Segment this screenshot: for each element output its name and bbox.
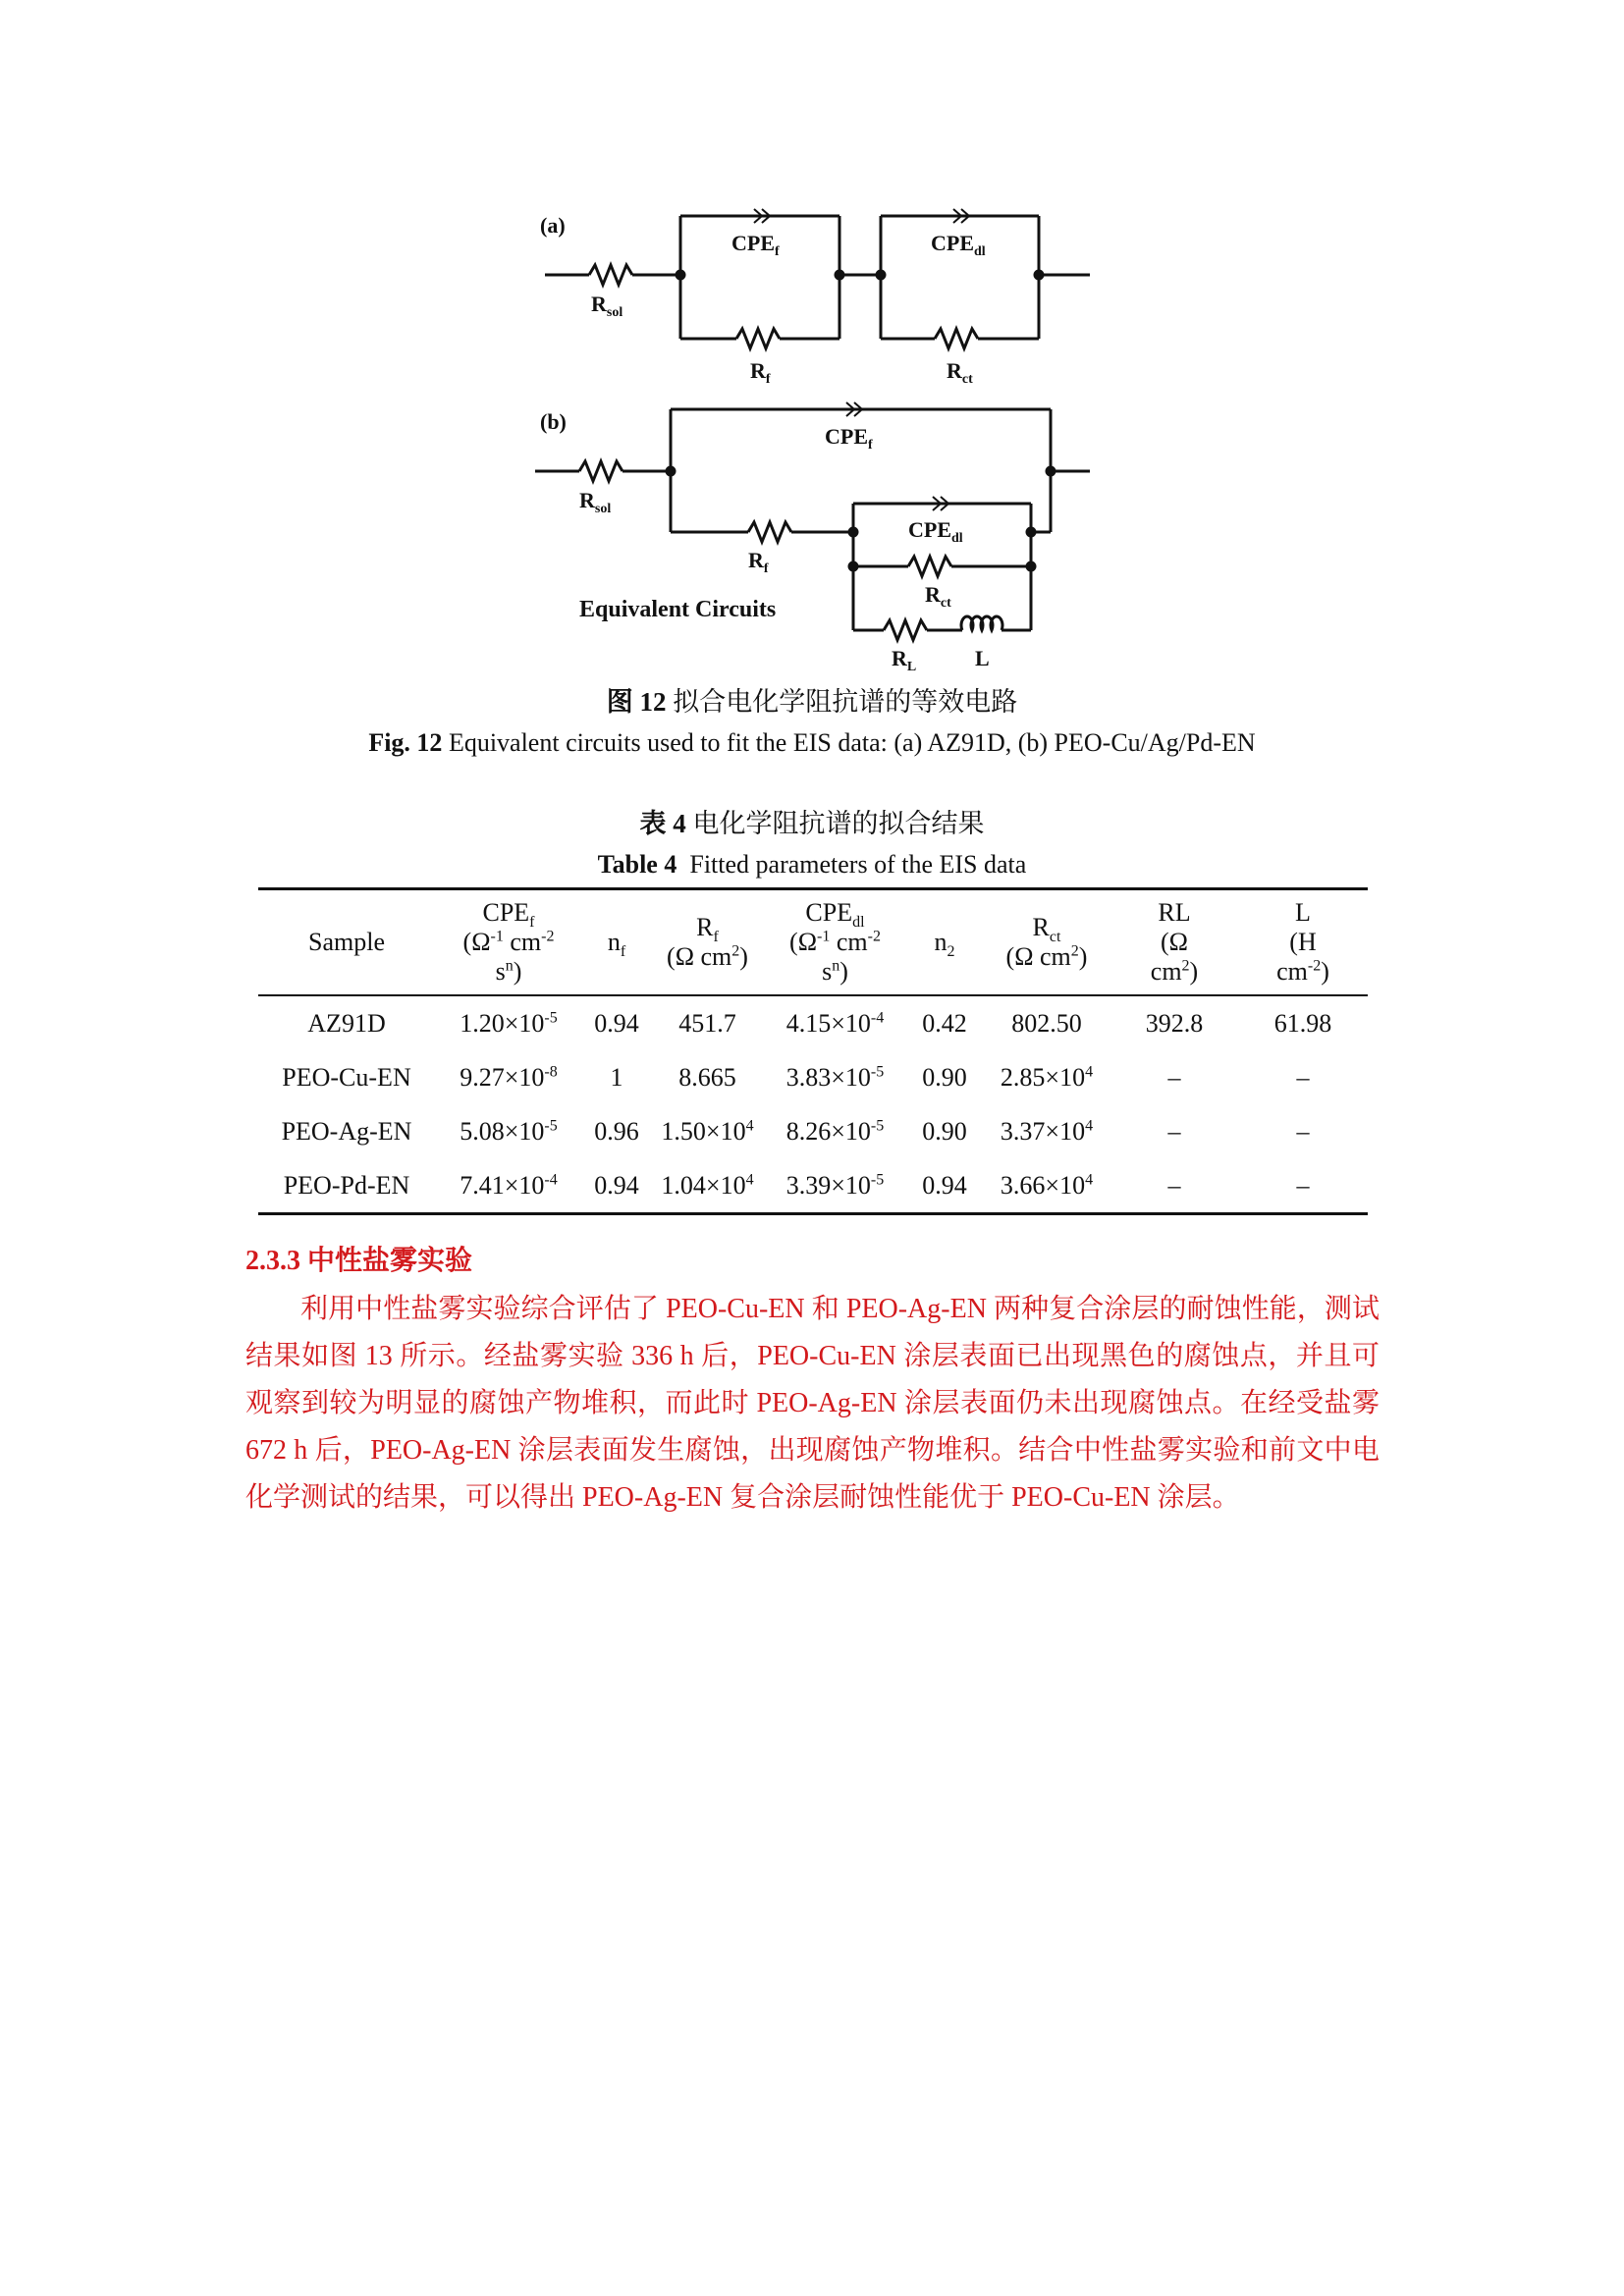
table-caption-en: Table 4 Fitted parameters of the EIS data <box>597 850 1027 879</box>
equivalent-circuits-title: Equivalent Circuits <box>579 597 777 622</box>
equivalent-circuit-figure <box>530 201 1100 677</box>
table-row: PEO-Ag-EN $5.08\times 10^{-5}$ 0.96 $1.50\times 10^4$ $8.26\times 10^{-5}$ 0.90 $3.37\times 10^4$ – – <box>281 1116 1310 1146</box>
table-row: PEO-Pd-EN $7.41\times 10^{-4}$ 0.94 $1.04\times 10^4$ $3.39\times 10^{-5}$ 0.94 $3.66\times 10^4$ – – <box>258 1158 1368 1214</box>
header-sample: Sample <box>308 928 385 956</box>
panel-b-rct-label: $R_{ct}$ <box>925 582 951 611</box>
header-rl: RL (Ω $cm^2$) <box>1150 898 1199 986</box>
header-cpedl: $CPE_{dl}$ ($\Omega^{-1}$ $cm^{-2}$ $s^n$) <box>789 898 881 986</box>
header-n2: $n_2$ <box>934 928 955 961</box>
figure-caption-en: Fig. 12 Equivalent circuits used to fit the EIS data: (a) AZ91D, (b) PEO-Cu/Ag/Pd-EN <box>368 728 1256 757</box>
figure-caption-cn: 图 12 拟合电化学阻抗谱的等效电路 <box>606 687 1018 717</box>
panel-a-rsol-label: $R_{sol}$ <box>591 292 623 320</box>
panel-b-l-label: L <box>975 646 990 670</box>
panel-b-rsol-label: $R_{sol}$ <box>579 488 612 516</box>
header-l: L (H $cm^{-2}$) <box>1276 898 1329 986</box>
panel-b-label: (b) <box>540 409 567 434</box>
panel-a-cpef-label: $CPE_f$ <box>731 231 780 259</box>
panel-b-rf-label: $R_f$ <box>748 548 769 576</box>
table-caption-cn: 表 4 电化学阻抗谱的拟合结果 <box>639 809 985 838</box>
fitted-parameters-table <box>258 887 1368 1215</box>
panel-b-cpef-label: $CPE_f$ <box>825 424 873 453</box>
panel-a-label: (a) <box>540 213 566 238</box>
panel-a-rct-label: $R_{ct}$ <box>947 358 973 387</box>
header-nf: $n_f$ <box>607 928 626 961</box>
table-row: AZ91D $1.20\times 10^{-5}$ 0.94 451.7 $4.15\times 10^{-4}$ 0.42 802.50 392.8 61.98 <box>307 1008 1332 1038</box>
header-cpef: $CPE_f$ ($\Omega^{-1}$ $cm^{-2}$ $s^n$) <box>462 898 555 986</box>
panel-a-rf-label: $R_f$ <box>750 358 771 387</box>
panel-b-rl-label: $R_L$ <box>892 646 917 674</box>
table-row: PEO-Cu-EN $9.27\times 10^{-8}$ 1 8.665 $3.83\times 10^{-5}$ 0.90 $2.85\times 10^4$ – – <box>282 1062 1310 1092</box>
panel-b-cpedl-label: $CPE_{dl}$ <box>908 517 963 546</box>
header-rf: $R_f$ (Ω $cm^2$) <box>667 913 748 971</box>
header-rct: $R_{ct}$ (Ω $cm^2$) <box>1005 913 1088 971</box>
panel-a-cpedl-label: $CPE_{dl}$ <box>931 231 986 259</box>
section-heading: 2.3.3 中性盐雾实验 <box>245 1246 473 1276</box>
section-paragraph: 利用中性盐雾实验综合评估了 PEO-Cu-EN 和 PEO-Ag-EN 两种复合涂层的耐蚀性能，测试结果如图 13 所示。经盐雾实验 336 h 后，PEO-Cu-EN 涂层表面已出现黑色的腐蚀点，并且可观察到较为明显的腐蚀产物堆积，而此时 PEO-Ag-EN 涂层表面仍未出现腐蚀点。在经受盐雾 672 h 后，PEO-Ag-EN 涂层表面发生腐蚀，出现腐蚀产物堆积。结合中性盐雾实验和前文中电化学测试的结果，可以得出 PEO-Ag-EN 复合涂层耐蚀性能优于 PEO-Cu-EN 涂层。 <box>245 1294 1380 1513</box>
table-header-row <box>258 889 1368 996</box>
